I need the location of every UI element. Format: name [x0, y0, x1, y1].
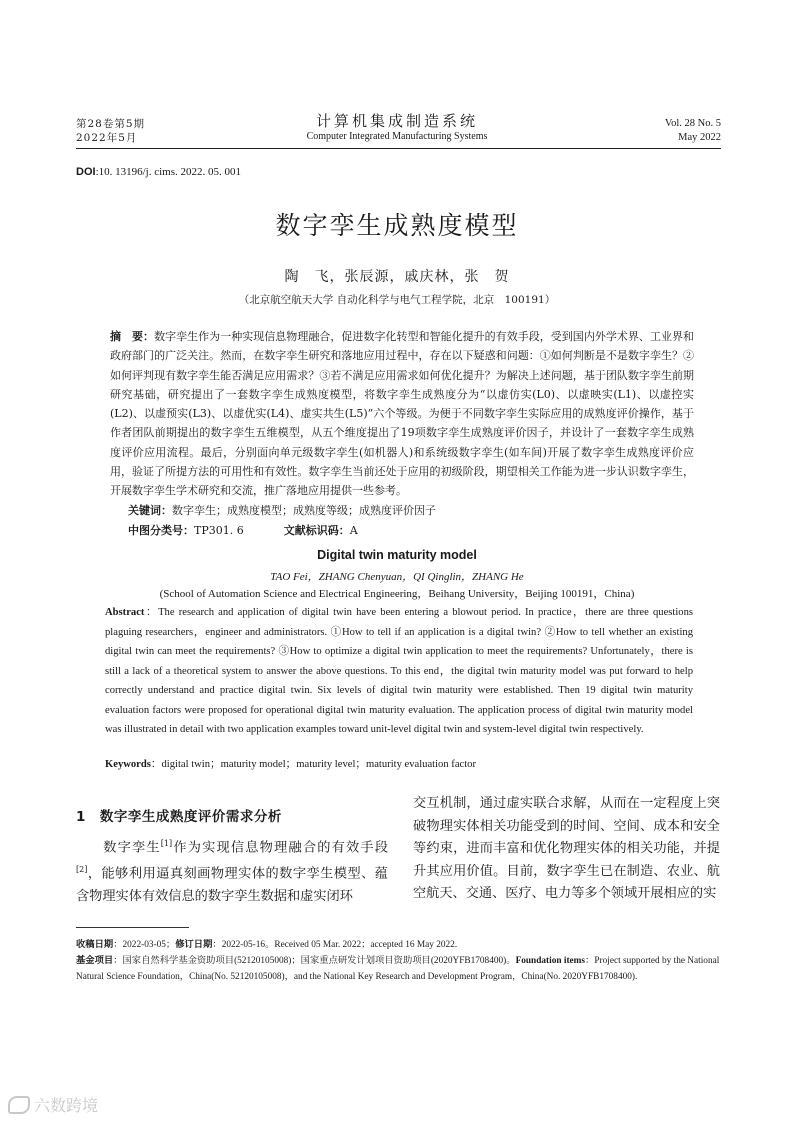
fund-note [76, 953, 721, 985]
journal-name-en: Computer Integrated Manufacturing Systems [306, 131, 488, 142]
classification [128, 522, 694, 540]
journal-name-cn: 计算机集成制造系统 [315, 112, 478, 130]
affiliation: （北京航空航天大学 自动化科学与电气工程学院，北京 100191） [238, 294, 556, 306]
footnotes [76, 937, 721, 985]
keywords-en-text: ：digital twin；maturity model；maturity level；maturity evaluation factor [150, 759, 476, 770]
keywords-en [105, 757, 693, 773]
affiliation-en: (School of Automation Science and Electrical Engineering，Beihang University，Beijing 100191，China) [159, 588, 635, 600]
date-cn: 2022年5月 [76, 132, 138, 144]
watermark-text: 六数跨境 [34, 1096, 99, 1115]
body-text: 数字孪生 [102, 840, 161, 856]
abstract-en [105, 603, 693, 740]
authors-en: TAO Fei，ZHANG Chenyuan，QI Qinglin，ZHANG He [270, 571, 524, 583]
clc-value: TP301. 6 [194, 524, 244, 537]
volume-cn: 第28卷第5期 [76, 118, 146, 130]
journal-volume-en [665, 117, 721, 145]
keywords-cn-text: 数字孪生；成熟度模型；成熟度等级；成熟度评价因子 [172, 504, 436, 517]
title-en: Digital twin maturity model [317, 548, 477, 562]
authors: 陶 飞，张辰源，戚庆林，张 贺 [284, 269, 510, 285]
fund-text: ：国家自然科学基金资助项目(52120105008)；国家重点研发计划项目资助项目(2020YFB1708400)。 [113, 956, 516, 966]
doi-value: :10. 13196/j. cims. 2022. 05. 001 [95, 166, 242, 178]
doc-code-label: 文献标识码： [283, 524, 350, 537]
watermark-logo-icon [8, 1096, 30, 1114]
keywords-en-label: Keywords [105, 759, 151, 770]
revised-text: ：2022-05-16。Received 05 Mar. 2022；accepted 16 May 2022. [212, 940, 458, 950]
revised-label: 修订日期 [175, 939, 213, 950]
fund-items-text: ：Project supported by the National Natural Science Foundation，China(No. 52120105008)，and the National Key Research and Development Program，China(No. 2020YFB1708400). [76, 956, 720, 982]
footnote-divider [76, 927, 189, 928]
abstract-cn-label: 摘 要： [110, 330, 155, 343]
dates-note [76, 937, 721, 953]
fund-items-label: Foundation items [515, 956, 586, 966]
abstract-cn [110, 327, 694, 501]
fund-label: 基金项目 [76, 955, 114, 966]
body-text: 作为实现信息物理融合的有效手段 [172, 840, 389, 856]
clc-label: 中图分类号： [128, 524, 194, 537]
section-heading: 1 数字孪生成熟度评价需求分析 [76, 809, 282, 825]
volume-en: Vol. 28 No. 5 [664, 118, 721, 129]
header-divider [76, 148, 721, 149]
date-en: May 2022 [678, 132, 721, 143]
abstract-cn-text: 数字孪生作为一种实现信息物理融合，促进数字化转型和智能化提升的有效手段，受到国内外学术界、工业界和政府部门的广泛关注。然而，在数字孪生研究和落地应用过程中，存在以下疑惑和问题：①如何判断是不是数字孪生？②如何评判现有数字孪生能否满足应用需求？③若不满足应用需求如何优化提升？为解决上述问题，基于团队数字孪生前期研究基础，研究提出了一套数字孪生成熟度模型，将数字孪生成熟度分为“以虚仿实(L0)、以虚映实(L1)、以虚控实(L2)、以虚预实(L3)、以虚优实(L4)、虚实共生(L5)”六个等级。为便于不同数字孪生实际应用的成熟度评价操作，基于作者团队前期提出的数字孪生五维模型，从五个维度提出了19项数字孪生成熟度评价因子，并设计了一套数字孪生成熟度评价应用流程。最后，分别面向单元级数字孪生(如机器人)和系统级数字孪生(如车间)开展了数字孪生成熟度评价应用，验证了所提方法的可用性和有效性。数字孪生当前还处于应用的初级阶段，期望相关工作能为进一步认识数字孪生，开展数字孪生学术研究和交流，推广落地应用提供一些参考。 [110, 330, 694, 498]
doc-code-value: A [349, 524, 358, 537]
received-label: 收稿日期 [76, 939, 114, 950]
journal-volume-cn [76, 117, 145, 145]
paper-title: 数字孪生成熟度模型 [275, 211, 519, 240]
keywords-cn [128, 502, 694, 520]
received-text: ：2022-03-05； [113, 940, 176, 950]
abstract-en-text: ：The research and application of digital twin have been entering a blowout period. In practice，there are three questions plaguing researchers，engineer and administrators. ①How to tell if an application is a digital twin? ②How to tell whether an existing digital twin can meet the requirements? ③How to optimize a digital twin application to meet the requirements? Unfortunately，there is still a lack of a theoretical system to answer the above questions. To this end，the digital twin maturity model was put forward to help correctly understand and practice digital twin. Six levels of digital twin maturity were established. Then 19 digital twin maturity evaluation factors were proposed for operational digital twin maturity evaluation. The application process of digital twin maturity model was illustrated in detail with two application examples toward unit-level digital twin and system-level digital twin respectively. [105, 607, 693, 735]
citation-ref[interactable]: [1] [160, 839, 173, 848]
keywords-cn-label: 关键词： [128, 504, 172, 517]
body-text: ，能够利用逼真刻画物理实体的数字孪生模型、蕴含物理实体有效信息的数字孪生数据和虚实闭环 [76, 866, 388, 904]
citation-ref[interactable]: [2] [76, 865, 88, 875]
doi[interactable] [76, 166, 241, 178]
body-left-column [76, 833, 388, 908]
abstract-en-label: Abstract [105, 607, 145, 618]
body-right-column: 交互机制，通过虚实联合求解，从而在一定程度上突破物理实体相关功能受到的时间、空间、成本和安全等约束，进而丰富和优化物理实体的相关功能，并提升其应用价值。目前，数字孪生已在制造、农业、航空航天、交通、医疗、电力等多个领域开展相应的实 [413, 796, 720, 902]
journal-name [250, 112, 544, 144]
watermark [8, 1093, 98, 1116]
doi-label: DOI [76, 166, 96, 178]
